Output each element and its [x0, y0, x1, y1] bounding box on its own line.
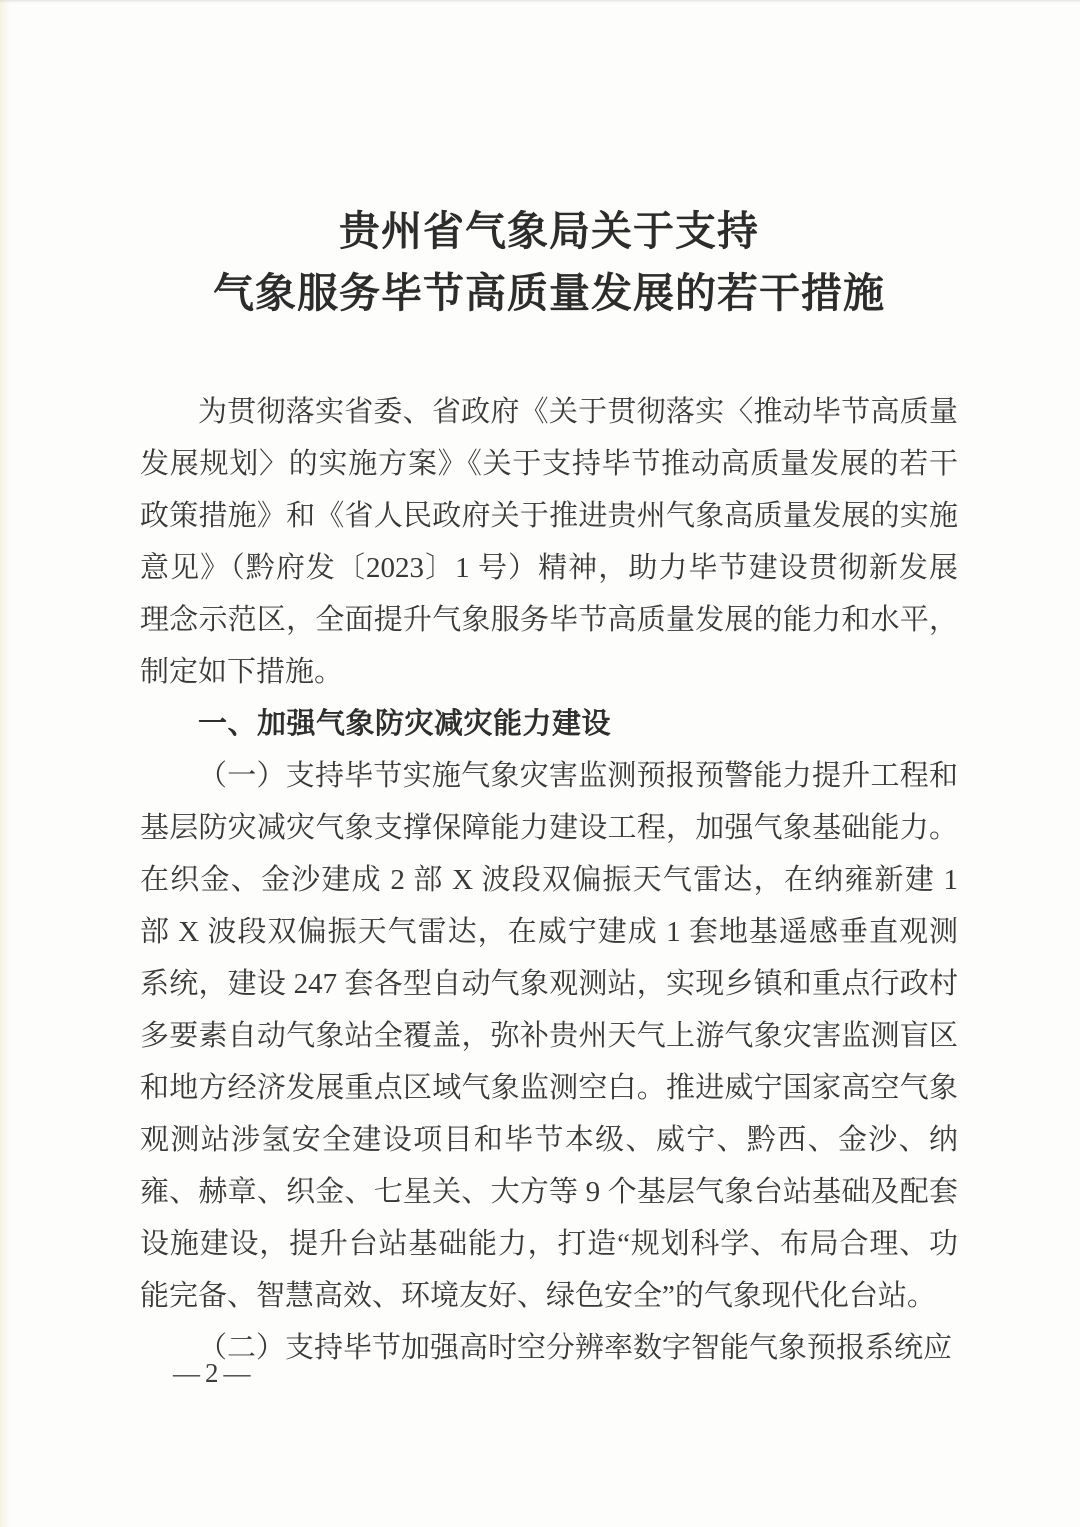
paragraph-intro: 为贯彻落实省委、省政府《关于贯彻落实〈推动毕节高质量发展规划〉的实施方案》《关于支持毕节推动高质量发展的若干政策措施》和《省人民政府关于推进贵州气象高质量发展的实施意见》（黔府发〔2023〕1 号）精神，助力毕节建设贯彻新发展理念示范区，全面提升气象服务毕节高质量发展的能力和水平，制定如下措施。	[140, 396, 958, 688]
document-title-line1: 贵州省气象局关于支持	[339, 208, 759, 254]
document-title-line2: 气象服务毕节高质量发展的若干措施	[213, 270, 885, 316]
document-title	[140, 0, 958, 324]
page-number: —2—	[173, 1358, 256, 1388]
document-content	[140, 0, 958, 1374]
scan-edge-left	[0, 0, 10, 1527]
paragraph-item-2: （二）支持毕节加强高时空分辨率数字智能气象预报系统应	[198, 1332, 953, 1364]
paragraph-item-1: （一）支持毕节实施气象灾害监测预报预警能力提升工程和基层防灾减灾气象支撑保障能力建设工程，加强气象基础能力。在织金、金沙建成 2 部 X 波段双偏振天气雷达，在纳雍新建 1 部 X 波段双偏振天气雷达，在威宁建成 1 套地基遥感垂直观测系统，建设 247 套各型自动气象观测站，实现乡镇和重点行政村多要素自动气象站全覆盖，弥补贵州天气上游气象灾害监测盲区和地方经济发展重点区域气象监测空白。推进威宁国家高空气象观测站涉氢安全建设项目和毕节本级、威宁、黔西、金沙、纳雍、赫章、织金、七星关、大方等 9 个基层气象台站基础及配套设施建设，提升台站基础能力，打造“规划科学、布局合理、功能完备、智慧高效、环境友好、绿色安全”的气象现代化台站。	[140, 760, 958, 1312]
section-heading-1: 一、加强气象防灾减灾能力建设	[198, 708, 612, 740]
